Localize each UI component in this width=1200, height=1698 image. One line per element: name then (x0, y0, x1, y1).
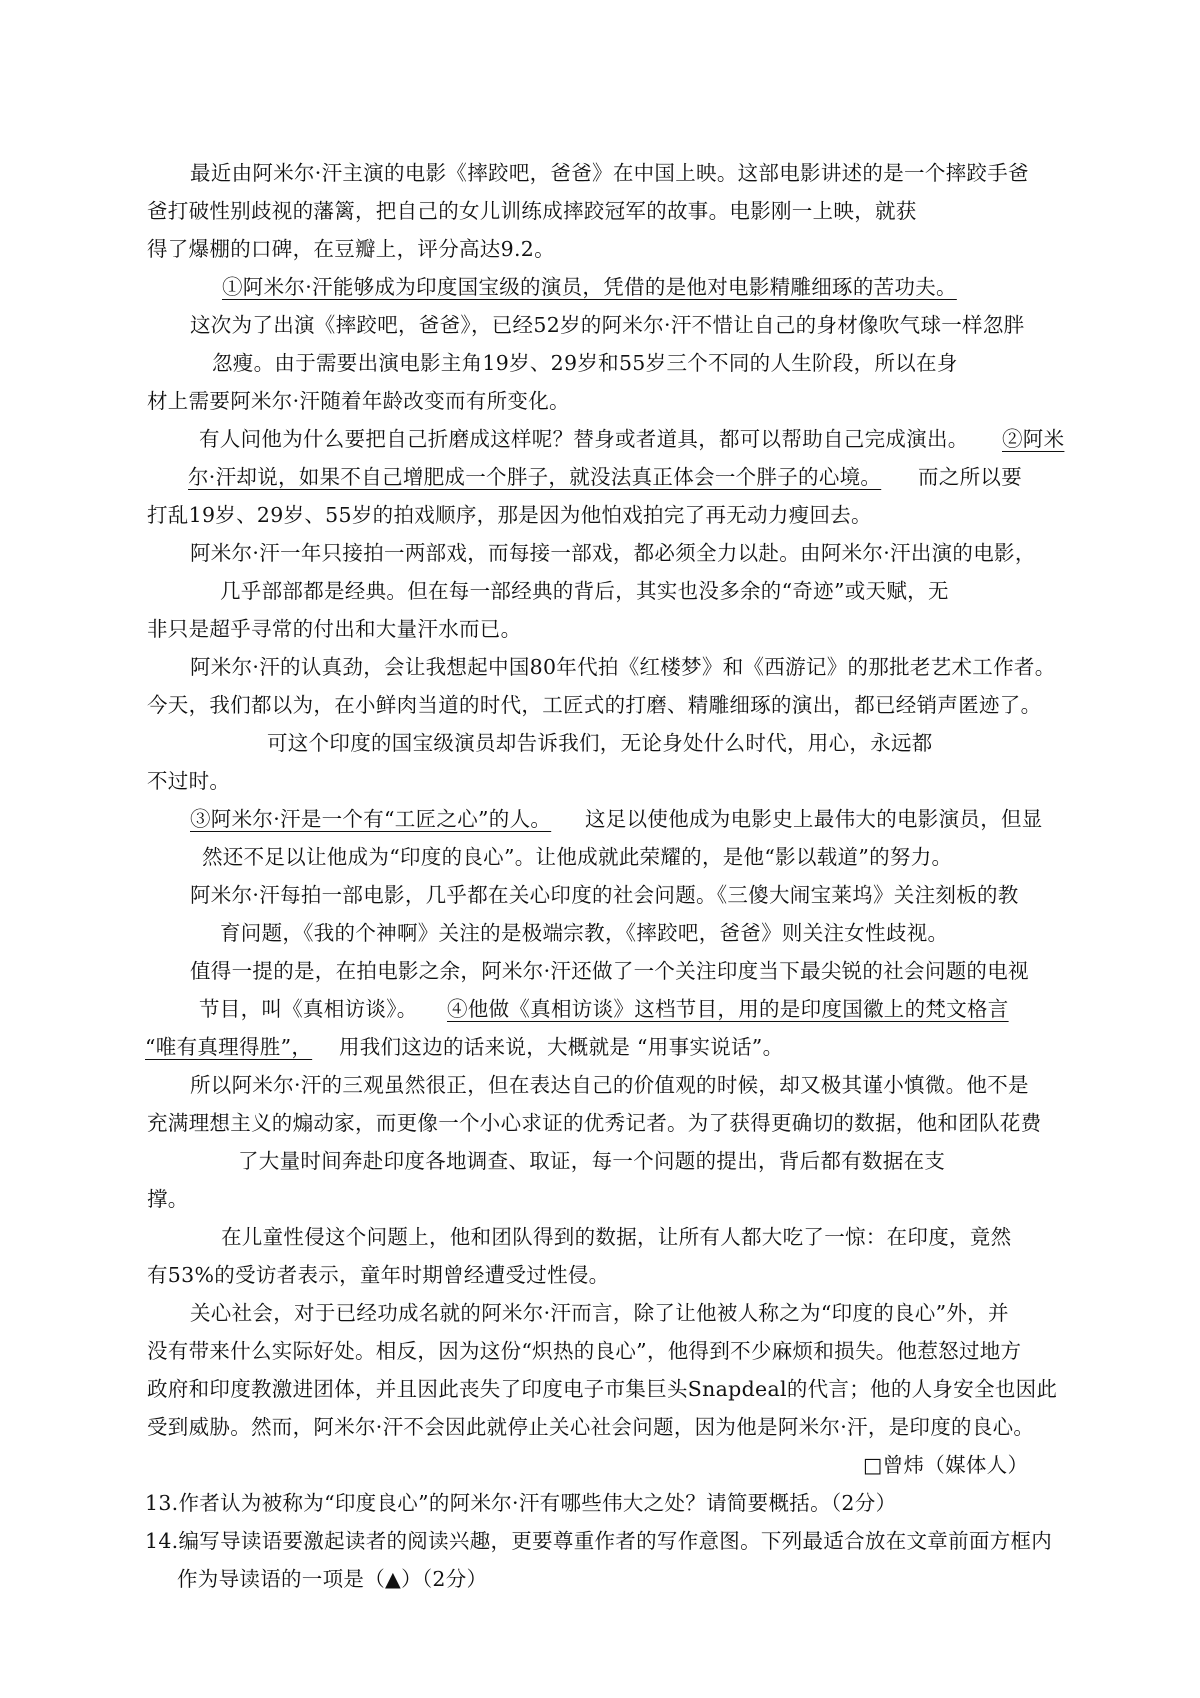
para-6-line-2: 然还不足以让他成为“印度的良心”。让他成就此荣耀的，是他“影以载道”的努力。 (202, 845, 953, 869)
para-9-line-2: 充满理想主义的煽动家，而更像一个小心求证的优秀记者。为了获得更确切的数据，他和团队花费 (147, 1111, 1042, 1135)
question-14-line-1: 14.编写导读语要激起读者的阅读兴趣，更要尊重作者的写作意图。下列最适合放在文章前面方框内 (145, 1529, 1053, 1553)
underlined-sentence-4-start: ④他做《真相访谈》这档节目，用的是印度国徽上的梵文格言 (447, 997, 1009, 1021)
para-5-line-2: 今天，我们都以为，在小鲜肉当道的时代，工匠式的打磨、精雕细琢的演出，都已经销声匿迹了。 (147, 693, 1042, 717)
underlined-sentence-1: ①阿米尔·汗能够成为印度国宝级的演员，凭借的是他对电影精雕细琢的苦功夫。 (222, 275, 957, 299)
para-5-line-3: 可这个印度的国宝级演员却告诉我们，无论身处什么时代，用心，永远都 (267, 731, 933, 755)
para-5-line-1: 阿米尔·汗的认真劲，会让我想起中国80年代拍《红楼梦》和《西游记》的那批老艺术工作者。 (190, 655, 1056, 679)
para-11-line-4: 受到威胁。然而，阿米尔·汗不会因此就停止关心社会问题，因为他是阿米尔·汗，是印度的良心。 (147, 1415, 1035, 1439)
para-11-line-1: 关心社会，对于已经功成名就的阿米尔·汗而言，除了让他被人称之为“印度的良心”外，并 (190, 1301, 1009, 1325)
para-9-line-4: 撑。 (147, 1187, 189, 1211)
author-credit: □曾炜（媒体人） (863, 1453, 1029, 1477)
underlined-sentence-2-start: ②阿米 (1002, 427, 1065, 451)
para-2-line-3: 材上需要阿米尔·汗随着年龄改变而有所变化。 (147, 389, 570, 413)
para-2-line-1: 这次为了出演《摔跤吧，爸爸》，已经52岁的阿米尔·汗不惜让自己的身材像吹气球一样忽胖 (190, 313, 1025, 337)
para-11-line-2: 没有带来什么实际好处。相反，因为这份“炽热的良心”，他得到不少麻烦和损失。他惹怒过地方 (147, 1339, 1022, 1363)
para-11-line-3: 政府和印度教激进团体，并且因此丧失了印度电子市集巨头Snapdeal的代言；他的人身安全也因此 (147, 1377, 1058, 1401)
para-9-line-1: 所以阿米尔·汗的三观虽然很正，但在表达自己的价值观的时候，却又极其谨小慎微。他不是 (190, 1073, 1029, 1097)
underlined-sentence-4-end: “唯有真理得胜”， (145, 1035, 313, 1059)
para-4-line-1: 阿米尔·汗一年只接拍一两部戏，而每接一部戏，都必须全力以赴。由阿米尔·汗出演的电影， (190, 541, 1036, 565)
para-4-line-3: 非只是超乎寻常的付出和大量汗水而已。 (147, 617, 522, 641)
para-1-line-2: 爸打破性别歧视的藩篱，把自己的女儿训练成摔跤冠军的故事。电影刚一上映，就获 (147, 199, 917, 223)
para-5-line-4: 不过时。 (147, 769, 231, 793)
para-8-line-3-tail: 用我们这边的话来说，大概就是 “用事实说话”。 (339, 1035, 784, 1059)
para-10-line-2: 有53%的受访者表示，童年时期曾经遭受过性侵。 (147, 1263, 610, 1287)
para-9-line-3: 了大量时间奔赴印度各地调查、取证，每一个问题的提出，背后都有数据在支 (238, 1149, 946, 1173)
para-7-line-1: 阿米尔·汗每拍一部电影，几乎都在关心印度的社会问题。《三傻大闹宝莱坞》关注刻板的教 (190, 883, 1019, 907)
para-7-line-2: 育问题，《我的个神啊》关注的是极端宗教，《摔跤吧，爸爸》则关注女性歧视。 (220, 921, 949, 945)
question-13: 13.作者认为被称为“印度良心”的阿米尔·汗有哪些伟大之处？请简要概括。（2分） (145, 1491, 897, 1515)
para-3-line-1: 有人问他为什么要把自己折磨成这样呢？替身或者道具，都可以帮助自己完成演出。 (199, 427, 969, 451)
para-8-line-2-head: 节目，叫《真相访谈》。 (199, 997, 418, 1021)
underlined-sentence-3: ③阿米尔·汗是一个有“工匠之心”的人。 (190, 807, 552, 831)
para-10-line-1: 在儿童性侵这个问题上，他和团队得到的数据，让所有人都大吃了一惊：在印度，竟然 (221, 1225, 1012, 1249)
para-3-line-2-tail: 而之所以要 (918, 465, 1022, 489)
para-3-line-3: 打乱19岁、29岁、55岁的拍戏顺序，那是因为他怕戏拍完了再无动力瘦回去。 (147, 503, 872, 527)
underlined-sentence-2-end: 尔·汗却说，如果不自己增肥成一个胖子，就没法真正体会一个胖子的心境。 (188, 465, 882, 489)
para-4-line-2: 几乎部部都是经典。但在每一部经典的背后，其实也没多余的“奇迹”或天赋，无 (220, 579, 949, 603)
para-1-line-3: 得了爆棚的口碑，在豆瓣上，评分高达9.2。 (147, 237, 555, 261)
para-1-line-1: 最近由阿米尔·汗主演的电影《摔跤吧，爸爸》在中国上映。这部电影讲述的是一个摔跤手爸 (190, 161, 1029, 185)
question-14-line-2: 作为导读语的一项是（▲）（2分） (177, 1567, 488, 1591)
para-8-line-1: 值得一提的是，在拍电影之余，阿米尔·汗还做了一个关注印度当下最尖锐的社会问题的电视 (190, 959, 1029, 983)
para-6-line-1-tail: 这足以使他成为电影史上最伟大的电影演员，但显 (585, 807, 1043, 831)
para-2-line-2: 忽瘦。由于需要出演电影主角19岁、29岁和55岁三个不同的人生阶段，所以在身 (212, 351, 958, 375)
